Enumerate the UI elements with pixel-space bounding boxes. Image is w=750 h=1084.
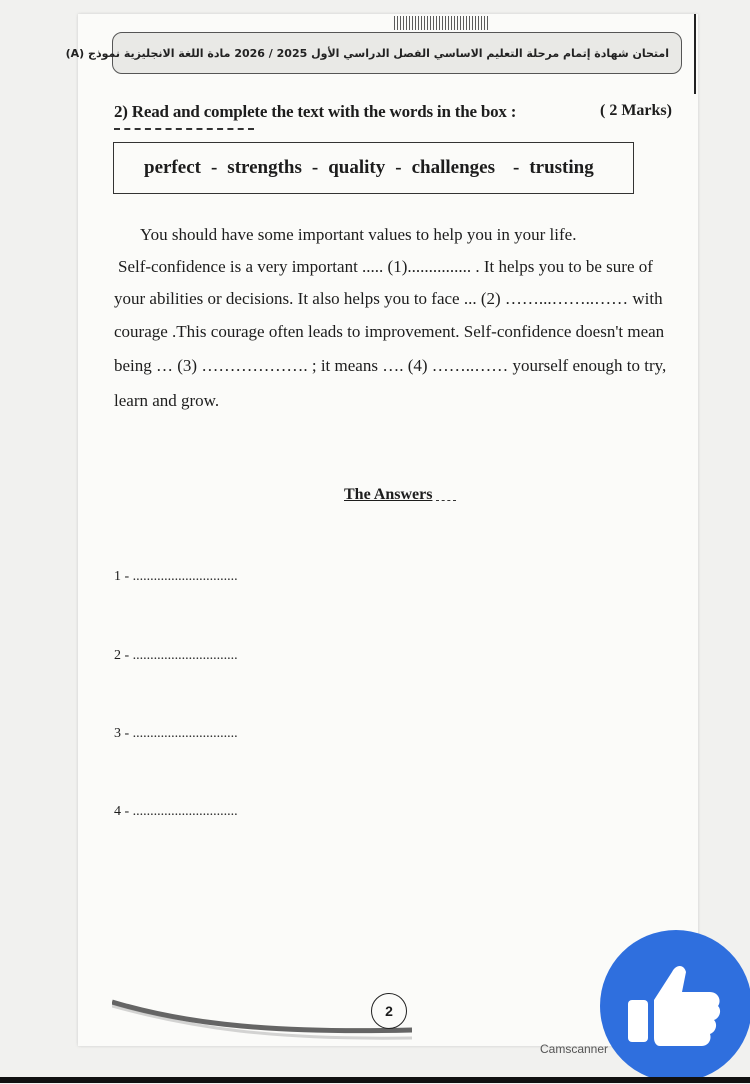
passage-line: being … (3) ………………. ; it means …. (4) ……..…… yourself enough to try,	[114, 356, 667, 375]
passage-line: You should have some important values to help you in your life.	[140, 225, 577, 244]
bottom-bar	[0, 1077, 750, 1083]
word-item: quality	[328, 157, 386, 178]
question-title: 2) Read and complete the text with the words in the box :	[114, 102, 517, 121]
exam-title: امتحان شهادة إتمام مرحلة التعليم الاساسي الفصل الدراسي الأول 2025 / 2026 مادة اللغة الانجليزية نموذج (A)	[65, 46, 669, 60]
passage-line: learn and grow.	[114, 391, 220, 410]
separator: -	[395, 157, 402, 178]
page-edge-mark	[694, 14, 696, 94]
question-marks: ( 2 Marks)	[600, 102, 672, 119]
page-number: 2	[371, 993, 407, 1029]
passage-line: courage .This courage often leads to improvement. Self-confidence doesn't mean	[114, 322, 665, 341]
scan-fold-shadow	[112, 990, 412, 1050]
word-item: trusting	[529, 157, 594, 178]
barcode	[394, 16, 489, 30]
answer-line: 2 - ..............................	[114, 648, 238, 663]
answer-line: 3 - ..............................	[114, 726, 238, 741]
passage-line: Self-confidence is a very important ..... (1)............... . It helps you to be sure of	[118, 257, 653, 276]
separator: -	[512, 157, 520, 178]
word-item: challenges	[411, 157, 495, 178]
exam-header	[65, 32, 682, 74]
thumbs-up-icon	[598, 928, 750, 1084]
title-underline	[114, 126, 254, 130]
separator: -	[311, 157, 319, 178]
passage-line: your abilities or decisions. It also helps you to face ... (2) ……...……..…… with	[114, 289, 663, 308]
word-box	[113, 142, 634, 194]
separator: -	[210, 157, 218, 178]
answer-line: 1 - ..............................	[114, 569, 238, 584]
answer-line: 4 - ..............................	[114, 804, 238, 819]
word-item: strengths	[227, 157, 302, 178]
scanner-watermark: Camscanner	[540, 1042, 609, 1056]
word-item: perfect	[144, 157, 201, 178]
answers-heading: The Answers	[344, 486, 433, 503]
answers-heading-tail	[436, 500, 456, 501]
